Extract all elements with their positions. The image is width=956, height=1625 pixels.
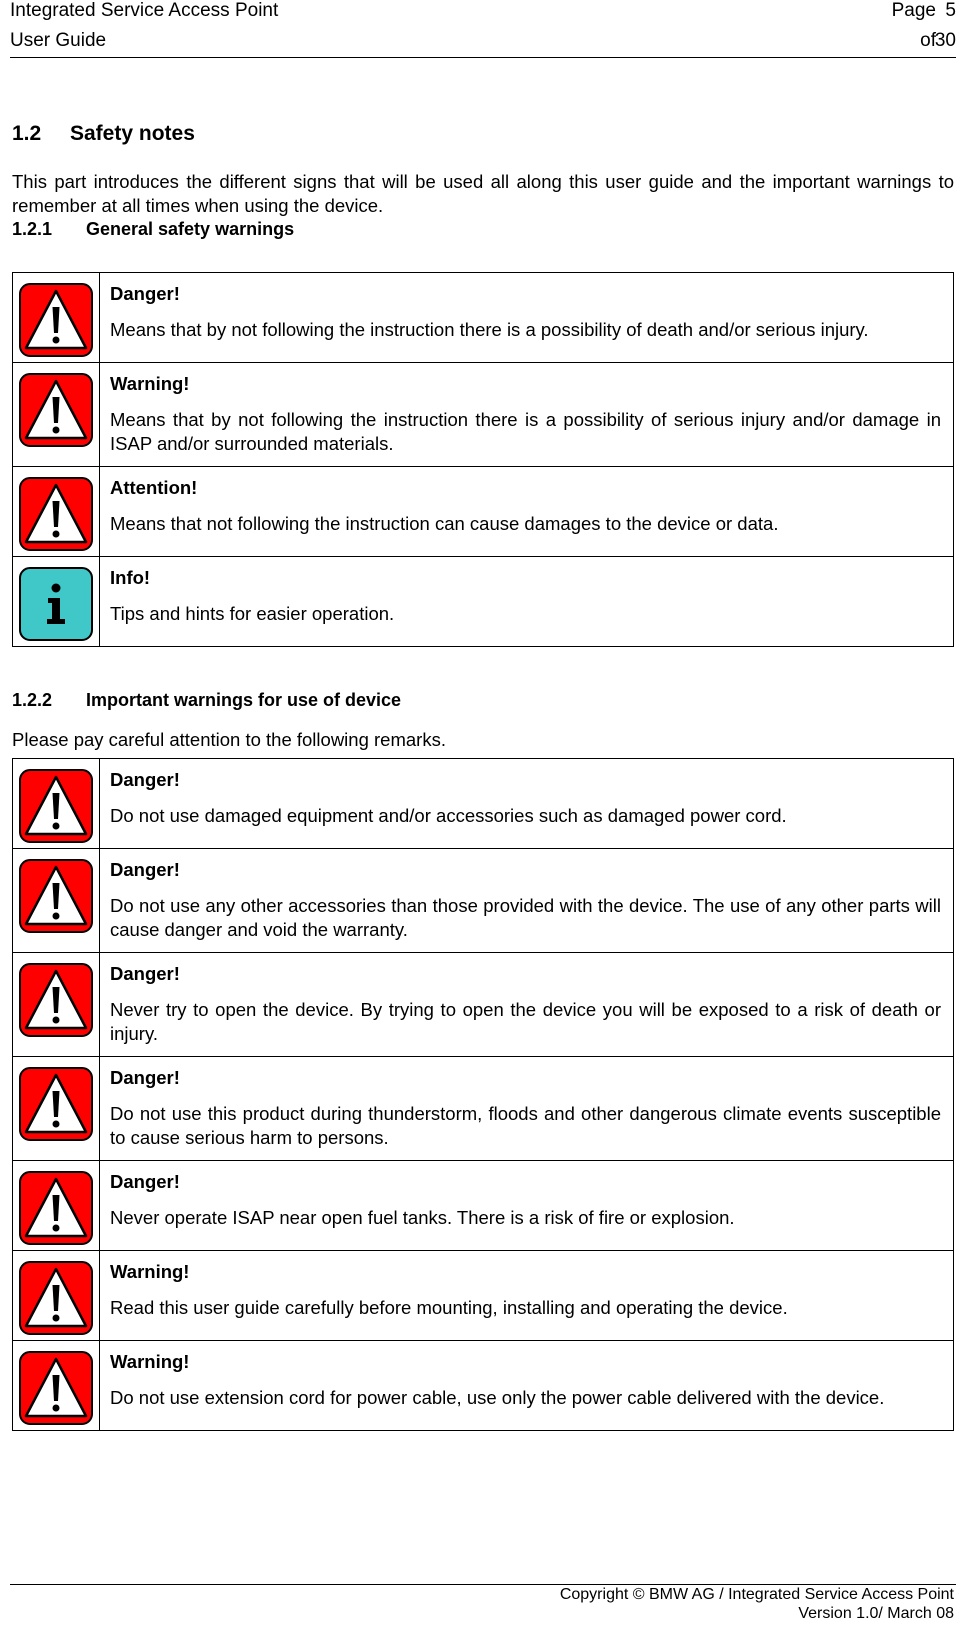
note-icon-cell [13,849,100,953]
footer-version: Version 1.0/ March 08 [798,1605,954,1622]
page-number: 5 [945,0,956,21]
note-label: Warning! [110,1351,190,1372]
info-icon [19,567,93,641]
warning-triangle-icon [19,1067,93,1141]
note-label: Danger! [110,1067,180,1088]
warning-triangle-icon [19,963,93,1037]
warning-triangle-icon [19,859,93,933]
note-description: Never operate ISAP near open fuel tanks. There is a risk of fire or explosion. [110,1207,735,1228]
note-label: Info! [110,567,151,588]
warning-triangle-icon [19,477,93,551]
note-label: Warning! [110,373,190,394]
note-text-cell [100,1251,954,1341]
note-description: Do not use extension cord for power cable, use only the power cable delivered with the device. [110,1387,885,1408]
note-text-cell [100,953,954,1057]
note-icon-cell [13,273,100,363]
note-text-cell [100,557,954,647]
warning-triangle-icon [19,1351,93,1425]
note-text-cell [100,1057,954,1161]
note-row [13,849,954,953]
note-icon-cell [13,1341,100,1431]
subsection-heading-device [12,690,401,711]
page-total: 30 [934,30,956,51]
note-description: Never try to open the device. By trying to open the device you will be exposed to a risk of death or injury. [110,999,941,1044]
page-label: Page [891,0,936,21]
footer-copyright: Copyright © BMW AG / Integrated Service Access Point [559,1586,954,1603]
note-description: Do not use this product during thunderstorm, floods and other dangerous climate events susceptible to cause serious harm to persons. [110,1103,941,1148]
note-label: Danger! [110,769,180,790]
warning-triangle-icon [19,1261,93,1335]
note-icon-cell [13,467,100,557]
section-heading [12,122,195,146]
subsection-number: 1.2.2 [12,690,53,710]
warning-triangle-icon [19,769,93,843]
note-row [13,759,954,849]
note-text-cell [100,273,954,363]
note-label: Danger! [110,963,180,984]
section-number: 1.2 [12,122,42,145]
note-label: Danger! [110,1171,180,1192]
warning-triangle-icon [19,1171,93,1245]
subsection-number: 1.2.1 [12,219,53,239]
note-row [13,1251,954,1341]
warning-triangle-icon [19,373,93,447]
note-description: Means that not following the instruction can cause damages to the device or data. [110,513,779,534]
note-row [13,363,954,467]
note-description: Do not use damaged equipment and/or accessories such as damaged power cord. [110,805,787,826]
note-label: Danger! [110,859,180,880]
note-icon-cell [13,1161,100,1251]
note-text-cell [100,1161,954,1251]
section-intro: This part introduces the different signs that will be used all along this user guide and the important warnings to remember at all times when using the device. [12,171,954,216]
footer-divider [10,1584,956,1585]
note-row [13,953,954,1057]
note-row [13,1057,954,1161]
note-row [13,1341,954,1431]
subsection-intro: Please pay careful attention to the following remarks. [12,729,446,750]
warning-triangle-icon [19,283,93,357]
page-header [10,0,956,58]
note-text-cell [100,467,954,557]
note-label: Attention! [110,477,198,498]
device-warnings-table [12,758,954,1431]
note-icon-cell [13,363,100,467]
note-row [13,273,954,363]
note-description: Tips and hints for easier operation. [110,603,395,624]
note-text-cell [100,363,954,467]
note-description: Means that by not following the instruction there is a possibility of death and/or serious injury. [110,319,869,340]
document-subtitle: User Guide [10,30,107,51]
note-icon-cell [13,1251,100,1341]
note-description: Means that by not following the instruction there is a possibility of serious injury and/or damage in ISAP and/or surrounded materials. [110,409,941,454]
note-text-cell [100,759,954,849]
note-text-cell [100,1341,954,1431]
subsection-title: Important warnings for use of device [86,690,402,710]
note-icon-cell [13,1057,100,1161]
note-text-cell [100,849,954,953]
note-row [13,557,954,647]
note-label: Warning! [110,1261,190,1282]
note-row [13,467,954,557]
of-label: of [920,30,936,51]
note-icon-cell [13,557,100,647]
note-label: Danger! [110,283,180,304]
general-warnings-table [12,272,954,647]
note-description: Do not use any other accessories than those provided with the device. The use of any other parts will cause danger and void the warranty. [110,895,941,940]
document-title: Integrated Service Access Point [10,0,279,21]
note-icon-cell [13,759,100,849]
subsection-title: General safety warnings [86,219,295,239]
note-icon-cell [13,953,100,1057]
subsection-heading-general [12,219,294,240]
note-description: Read this user guide carefully before mounting, installing and operating the device. [110,1297,788,1318]
note-row [13,1161,954,1251]
section-title: Safety notes [70,122,195,145]
